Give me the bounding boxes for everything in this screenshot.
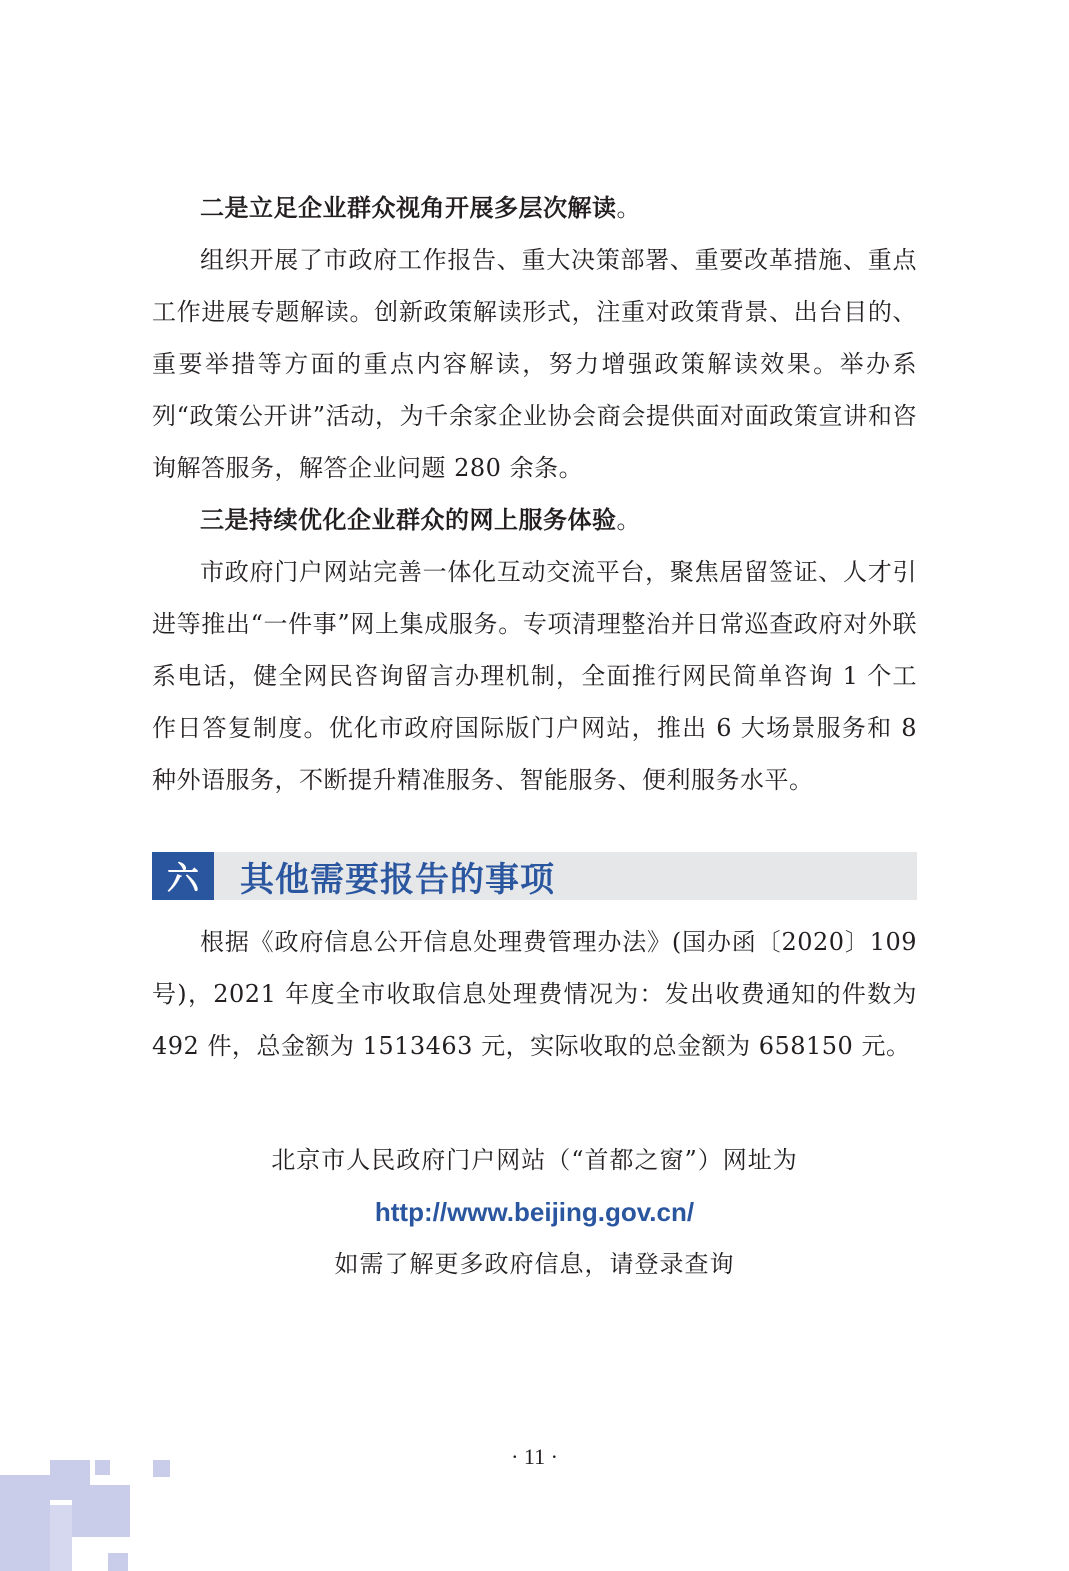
paragraph-online-service: 市政府门户网站完善一体化互动交流平台，聚焦居留签证、人才引进等推出“一件事”网上集成服务。专项清理整治并日常巡查政府对外联系电话，健全网民咨询留言办理机制，全面推行网民简单咨询 1 个工作日答复制度。优化市政府国际版门户网站，推出 6 大场景服务和 8 种外语服务，不断提升精准服务、智能服务、便利服务水平。: [152, 558, 917, 794]
paragraph-lead-text: 二是立足企业群众视角开展多层次解读: [200, 193, 617, 222]
paragraph-lead-text: 三是持续优化企业群众的网上服务体验: [200, 505, 617, 534]
notice-line-1: 北京市人民政府门户网站（“首都之窗”）网址为: [271, 1146, 798, 1174]
page-number: · 11 ·: [511, 1444, 558, 1469]
website-notice: [0, 1134, 1069, 1290]
paragraph-lead-suffix: 。: [616, 506, 641, 534]
paragraph-lead-3: [152, 494, 917, 546]
notice-line-2: 如需了解更多政府信息，请登录查询: [334, 1250, 735, 1278]
section-title: 其他需要报告的事项: [240, 859, 555, 900]
corner-squares-decoration-icon: [0, 1455, 180, 1571]
main-content: [152, 182, 917, 1072]
section-body-paragraph: 根据《政府信息公开信息处理费管理办法》(国办函〔2020〕109 号)，2021 年度全市收取信息处理费情况为：发出收费通知的件数为 492 件，总金额为 1513463 元，实际收取的总金额为 658150 元。: [152, 928, 917, 1060]
paragraph-lead-2: [152, 182, 917, 234]
website-url-link[interactable]: http://www.beijing.gov.cn/: [374, 1197, 695, 1227]
section-header: [152, 852, 917, 900]
paragraph-lead-suffix: 。: [616, 194, 641, 222]
paragraph-interpretation: 组织开展了市政府工作报告、重大决策部署、重要改革措施、重点工作进展专题解读。创新政策解读形式，注重对政策背景、出台目的、重要举措等方面的重点内容解读，努力增强政策解读效果。举办系列“政策公开讲”活动，为千余家企业协会商会提供面对面政策宣讲和咨询解答服务，解答企业问题 280 余条。: [152, 246, 917, 482]
section-number: 六: [152, 852, 214, 900]
